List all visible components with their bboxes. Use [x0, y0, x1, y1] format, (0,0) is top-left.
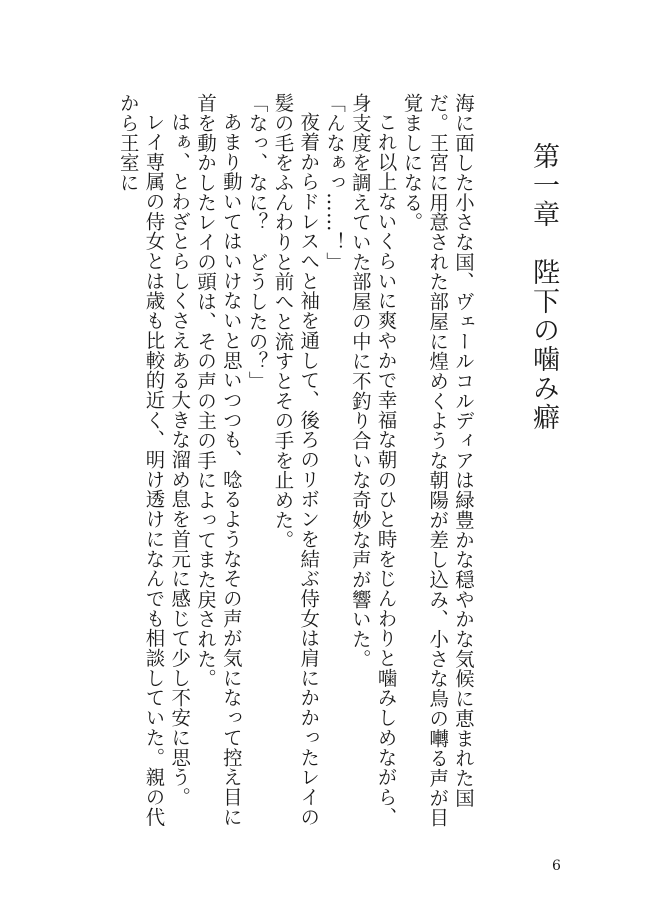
paragraph-6: レイ専属の侍女とは歳も比較的近く、明け透けになんでも相談していた。親の代から王室に	[116, 93, 166, 827]
paragraph-4: あまり動いてはいけないと思いつつも、唸るようなその声が気になって控え目に首を動かしたレイの頭は、その声の主の手によってまた戻された。	[194, 93, 243, 827]
paragraph-3: 夜着からドレスへと袖を通して、後ろのリボンを結ぶ侍女は肩にかかったレイの髪の毛をふんわりと前へと流すとその手を止めた。	[271, 93, 321, 827]
dialogue-2: 「なっ、なに？ どうしたの？」	[245, 93, 269, 391]
body-text	[116, 93, 476, 833]
page-number: 6	[552, 858, 561, 874]
paragraph-2: これ以上ないくらいに爽やかで幸福な朝のひと時をじんわりと噛みしめながら、身支度を調えていた部屋の中に不釣り合いな奇妙な声が響いた。	[348, 93, 398, 827]
chapter-title: 第一章 陛下の噛み癖	[528, 142, 559, 432]
dialogue-1: 「んなぁっ……！」	[323, 93, 347, 272]
paragraph-5: はぁ、とわざとらしくさえある大きな溜め息を首元に感じて少し不安に思う。	[168, 112, 192, 808]
paragraph-1: 海に面した小さな国、ヴェールコルディアは緑豊かな穏やかな気候に恵まれた国だ。王宮に用意された部屋に煌めくような朝陽が差し込み、小さな鳥の囀る声が目覚ましになる。	[400, 93, 475, 828]
